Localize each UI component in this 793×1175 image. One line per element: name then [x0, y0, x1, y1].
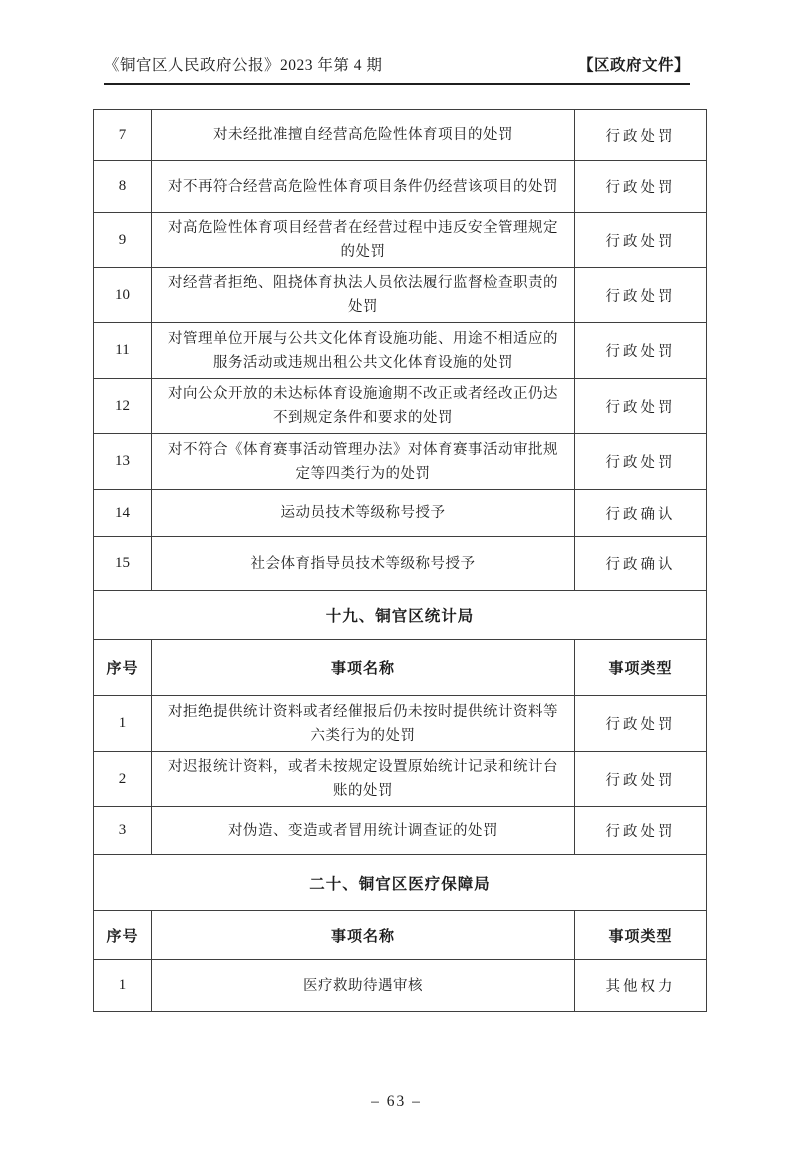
item-name-cell: 社会体育指导员技术等级称号授予: [152, 537, 575, 591]
row-number-cell: 3: [94, 807, 152, 855]
table-row: [94, 213, 707, 268]
row-number-cell: 11: [94, 323, 152, 379]
row-number-cell: 13: [94, 434, 152, 490]
table-row: [94, 490, 707, 537]
column-header-type: 事项类型: [575, 640, 707, 696]
item-type-cell: 行政处罚: [575, 752, 707, 807]
item-type-cell: 行政处罚: [575, 213, 707, 268]
item-name-cell: 对经营者拒绝、阻挠体育执法人员依法履行监督检查职责的处罚: [152, 268, 575, 323]
document-category-tag: 【区政府文件】: [577, 57, 690, 74]
row-number-cell: 8: [94, 161, 152, 213]
table-row: [94, 110, 707, 161]
row-number-cell: 1: [94, 696, 152, 752]
gazette-title: 《铜官区人民政府公报》2023 年第 4 期: [104, 57, 383, 74]
item-name-cell: 对不再符合经营高危险性体育项目条件仍经营该项目的处罚: [152, 161, 575, 213]
column-header-type: 事项类型: [575, 911, 707, 960]
row-number-cell: 7: [94, 110, 152, 161]
row-number-cell: 2: [94, 752, 152, 807]
item-type-cell: 行政处罚: [575, 434, 707, 490]
section-title-row-medical: [94, 855, 707, 911]
item-name-cell: 对管理单位开展与公共文化体育设施功能、用途不相适应的服务活动或违规出租公共文化体育设施的处罚: [152, 323, 575, 379]
table-row: [94, 268, 707, 323]
column-header-name: 事项名称: [152, 640, 575, 696]
row-number-cell: 10: [94, 268, 152, 323]
item-name-cell: 对不符合《体育赛事活动管理办法》对体育赛事活动审批规定等四类行为的处罚: [152, 434, 575, 490]
item-type-cell: 其他权力: [575, 960, 707, 1012]
section-title: 二十、铜官区医疗保障局: [94, 855, 707, 911]
item-name-cell: 对未经批准擅自经营高危险性体育项目的处罚: [152, 110, 575, 161]
table-row: [94, 161, 707, 213]
row-number-cell: 9: [94, 213, 152, 268]
page-header: [104, 53, 690, 85]
table-row: [94, 434, 707, 490]
item-type-cell: 行政确认: [575, 537, 707, 591]
table-row: [94, 807, 707, 855]
table-row: [94, 537, 707, 591]
items-table: [93, 109, 707, 1012]
item-type-cell: 行政处罚: [575, 268, 707, 323]
item-name-cell: 对伪造、变造或者冒用统计调查证的处罚: [152, 807, 575, 855]
item-name-cell: 对高危险性体育项目经营者在经营过程中违反安全管理规定的处罚: [152, 213, 575, 268]
item-type-cell: 行政处罚: [575, 110, 707, 161]
section-title-row-statistics: [94, 591, 707, 640]
table-row: [94, 696, 707, 752]
table-row: [94, 323, 707, 379]
item-type-cell: 行政处罚: [575, 379, 707, 434]
row-number-cell: 15: [94, 537, 152, 591]
column-header-row: [94, 911, 707, 960]
item-name-cell: 对向公众开放的未达标体育设施逾期不改正或者经改正仍达不到规定条件和要求的处罚: [152, 379, 575, 434]
item-name-cell: 运动员技术等级称号授予: [152, 490, 575, 537]
item-name-cell: 对迟报统计资料，或者未按规定设置原始统计记录和统计台账的处罚: [152, 752, 575, 807]
row-number-cell: 12: [94, 379, 152, 434]
page-number: – 63 –: [371, 1093, 422, 1110]
item-type-cell: 行政处罚: [575, 807, 707, 855]
column-header-name: 事项名称: [152, 911, 575, 960]
item-type-cell: 行政处罚: [575, 323, 707, 379]
column-header-no: 序号: [94, 911, 152, 960]
row-number-cell: 1: [94, 960, 152, 1012]
item-type-cell: 行政处罚: [575, 696, 707, 752]
item-type-cell: 行政处罚: [575, 161, 707, 213]
row-number-cell: 14: [94, 490, 152, 537]
column-header-no: 序号: [94, 640, 152, 696]
item-name-cell: 医疗救助待遇审核: [152, 960, 575, 1012]
table-row: [94, 752, 707, 807]
item-name-cell: 对拒绝提供统计资料或者经催报后仍未按时提供统计资料等六类行为的处罚: [152, 696, 575, 752]
column-header-row: [94, 640, 707, 696]
table-row: [94, 960, 707, 1012]
table-row: [94, 379, 707, 434]
item-type-cell: 行政确认: [575, 490, 707, 537]
section-title: 十九、铜官区统计局: [94, 591, 707, 640]
